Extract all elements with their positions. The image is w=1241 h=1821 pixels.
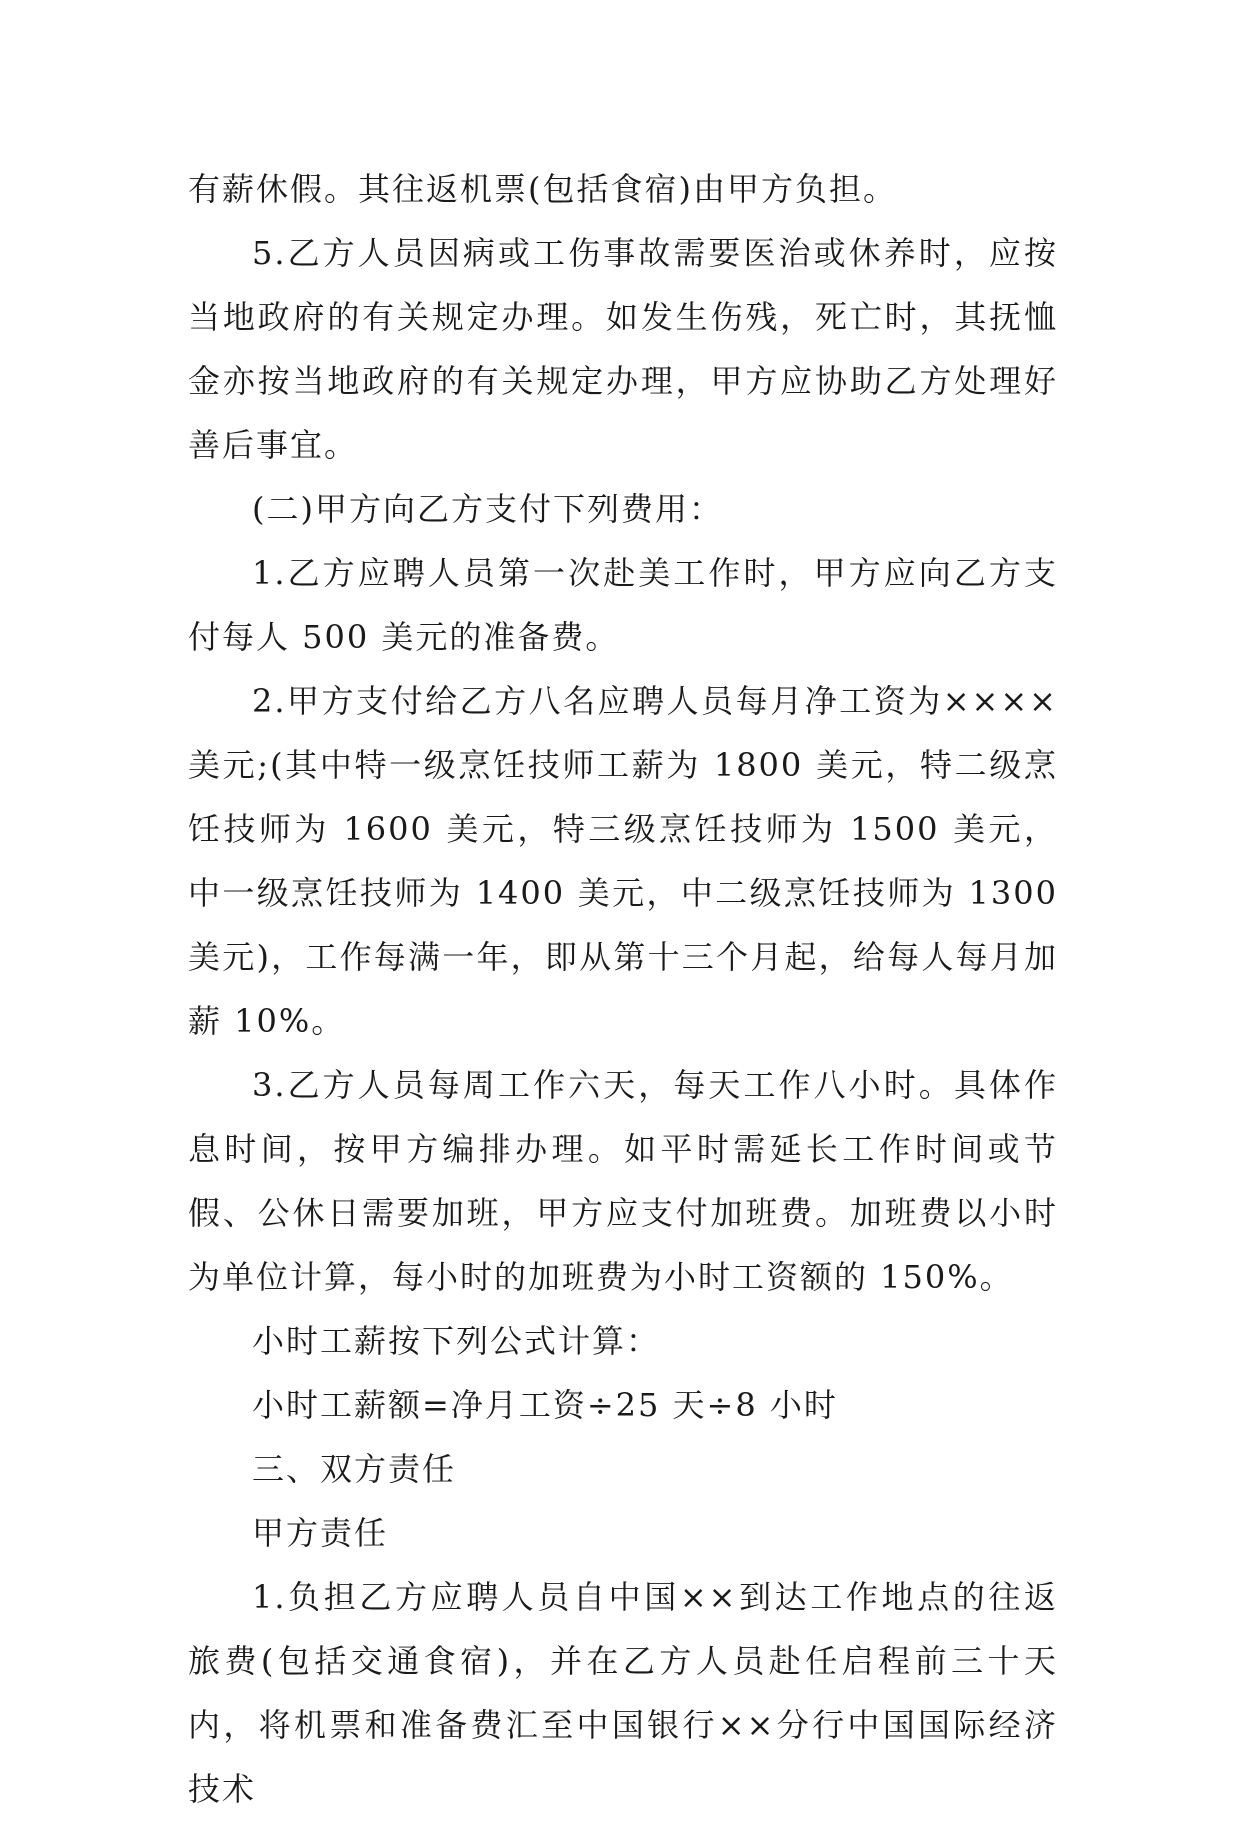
paragraph-party-a-responsibilities: 甲方责任 <box>252 1514 389 1552</box>
paragraph-section-heading-responsibilities: 三、双方责任 <box>252 1450 457 1488</box>
paragraph-paid-leave: 有薪休假。其往返机票(包括食宿)由甲方负担。 <box>188 170 897 208</box>
paragraph-clause-5-illness: 5.乙方人员因病或工伤事故需要医治或休养时，应按当地政府的有关规定办理。如发生伤残，死亡时，其抚恤金亦按当地政府的有关规定办理，甲方应协助乙方处理好善后事宜。 <box>188 234 1058 464</box>
paragraph-clause-3-working-hours: 3.乙方人员每周工作六天，每天工作八小时。具体作息时间，按甲方编排办理。如平时需延长工作时间或节假、公休日需要加班，甲方应支付加班费。加班费以小时为单位计算，每小时的加班费为小时工资额的 150%。 <box>188 1066 1058 1296</box>
paragraph-section-heading-fees: (二)甲方向乙方支付下列费用： <box>252 490 723 528</box>
paragraph-clause-1-travel-expenses: 1.负担乙方应聘人员自中国××到达工作地点的往返旅费(包括交通食宿)，并在乙方人员赴任启程前三十天内，将机票和准备费汇至中国银行××分行中国国际经济技术 <box>188 1578 1058 1808</box>
paragraph-clause-2-salary: 2.甲方支付给乙方八名应聘人员每月净工资为××××美元;(其中特一级烹饪技师工薪为 1800 美元，特二级烹饪技师为 1600 美元，特三级烹饪技师为 1500 美元，中一级烹饪技师为 1400 美元，中二级烹饪技师为 1300 美元)，工作每满一年，即从第十三个月起，给每人每月加薪 10%。 <box>188 682 1058 1040</box>
document-body <box>188 157 1058 1821</box>
paragraph-hourly-wage-intro: 小时工薪按下列公式计算： <box>252 1322 661 1360</box>
paragraph-clause-1-preparation-fee: 1.乙方应聘人员第一次赴美工作时，甲方应向乙方支付每人 500 美元的准备费。 <box>188 554 1058 656</box>
paragraph-hourly-wage-formula: 小时工薪额=净月工资÷25 天÷8 小时 <box>252 1386 838 1424</box>
